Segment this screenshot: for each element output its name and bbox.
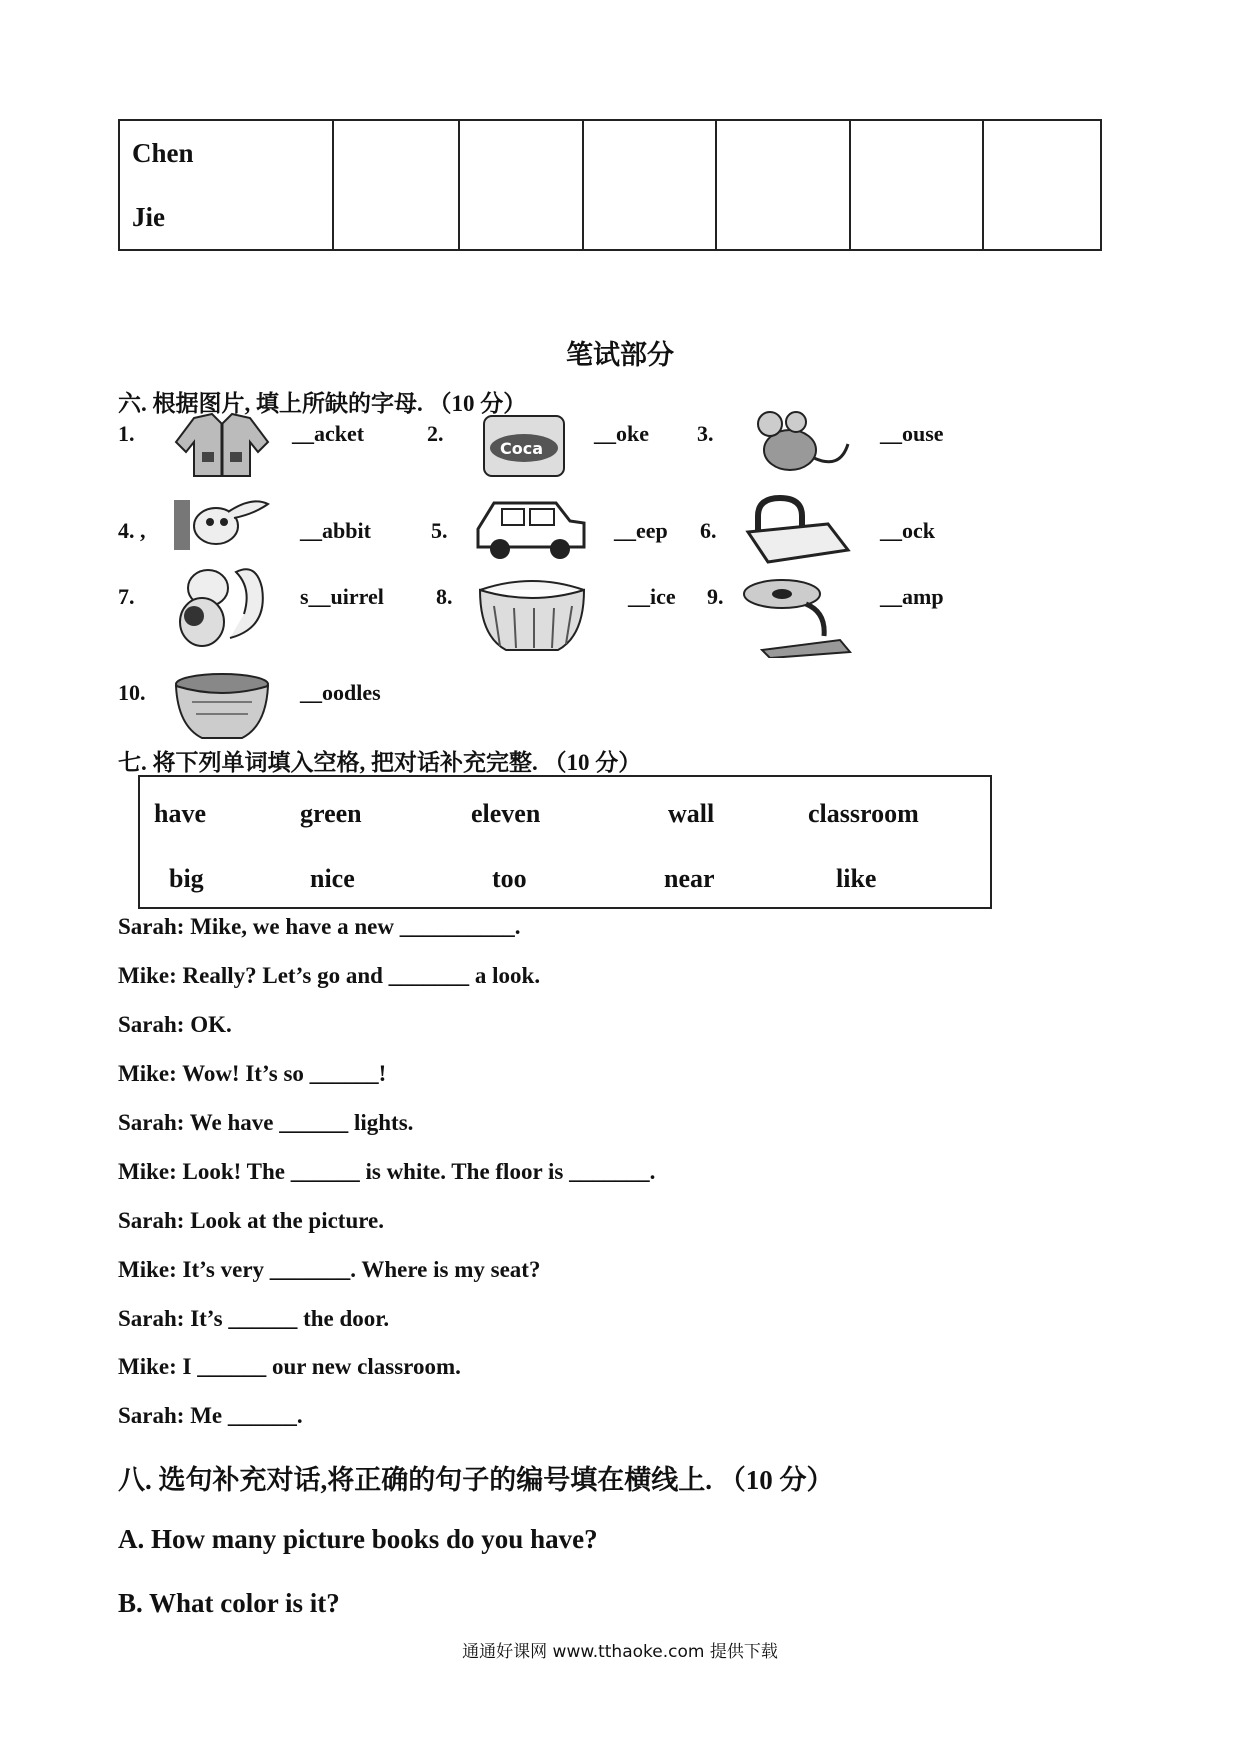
dialogue-line: Mike: Look! The ______ is white. The floor is _______. (118, 1159, 656, 1184)
item-word: __oke (594, 421, 649, 446)
item-number: 3. (697, 421, 714, 446)
item-number: 6. (700, 518, 717, 543)
word-bank-item: nice (310, 864, 355, 893)
dialogue-line: Mike: I ______ our new classroom. (118, 1354, 461, 1379)
dialogue-line: Sarah: Mike, we have a new __________. (118, 914, 521, 939)
coke-can-icon (478, 412, 570, 480)
word-bank-item: classroom (808, 799, 919, 828)
jacket-icon (172, 412, 272, 480)
dialogue-line: Mike: Really? Let’s go and _______ a look. (118, 963, 541, 988)
blank-cell (850, 120, 983, 250)
dialogue-line: Mike: It’s very _______. Where is my seat? (118, 1257, 541, 1282)
word-bank-item: green (300, 799, 362, 828)
option-a: A. How many picture books do you have? (118, 1524, 598, 1554)
blank-cell (583, 120, 716, 250)
word-bank-item: too (492, 864, 527, 893)
item-number: 7. (118, 584, 135, 609)
item-number: 9. (707, 584, 724, 609)
item-number: 5. (431, 518, 448, 543)
dialogue-line: Sarah: It’s ______ the door. (118, 1306, 390, 1331)
section-6-heading: 六. 根据图片, 填上所缺的字母. （10 分） (118, 391, 527, 416)
mouse-icon (740, 410, 852, 482)
item-word: __ouse (880, 421, 944, 446)
section-7-heading: 七. 将下列单词填入空格, 把对话补充完整. （10 分） (118, 750, 642, 775)
item-number: 1. (118, 421, 135, 446)
word-bank-item: big (169, 864, 204, 893)
dialogue-line: Sarah: Me ______. (118, 1403, 303, 1428)
squirrel-icon (172, 558, 268, 650)
dialogue-line: Sarah: We have ______ lights. (118, 1110, 414, 1135)
word-bank-item: wall (668, 799, 715, 828)
item-number: 8. (436, 584, 453, 609)
name-last: Jie (132, 202, 165, 232)
name-cell (119, 120, 333, 250)
word-bank-item: like (836, 864, 877, 893)
written-section-title: 笔试部分 (566, 340, 674, 370)
word-bank-item: near (664, 864, 715, 893)
noodles-bowl-icon (172, 672, 272, 742)
svg-text:Coca: Coca (500, 439, 544, 458)
section-8-heading: 八. 选句补充对话,将正确的句子的编号填在横线上. （10 分） (118, 1465, 834, 1495)
lamp-icon (740, 576, 854, 658)
dialogue-line: Sarah: Look at the picture. (118, 1208, 384, 1233)
blank-cell (716, 120, 850, 250)
dialogue-line: Sarah: OK. (118, 1012, 232, 1037)
blank-cell (459, 120, 583, 250)
rabbit-icon (172, 494, 272, 554)
footer-text: 通通好课网 www.tthaoke.com 提供下载 (462, 1642, 778, 1662)
word-bank-item: have (154, 799, 206, 828)
item-number: 10. (118, 680, 146, 705)
rice-bowl-icon (474, 576, 590, 654)
word-bank (138, 775, 992, 909)
lock-icon (738, 494, 854, 566)
option-b: B. What color is it? (118, 1588, 340, 1618)
item-word: __amp (880, 584, 944, 609)
word-bank-item: eleven (471, 799, 541, 828)
item-number: 2. (427, 421, 444, 446)
item-word: __acket (292, 421, 365, 446)
jeep-icon (474, 493, 588, 561)
item-number: 4. , (118, 518, 146, 543)
answer-table (118, 119, 1102, 251)
item-word: __abbit (300, 518, 371, 543)
item-word: s__uirrel (300, 584, 384, 609)
dialogue-line: Mike: Wow! It’s so ______! (118, 1061, 387, 1086)
item-word: __eep (614, 518, 668, 543)
blank-cell (333, 120, 459, 250)
blank-cell (983, 120, 1101, 250)
item-word: __ice (628, 584, 676, 609)
item-word: __ock (880, 518, 935, 543)
item-word: __oodles (300, 680, 381, 705)
name-first: Chen (132, 138, 194, 168)
